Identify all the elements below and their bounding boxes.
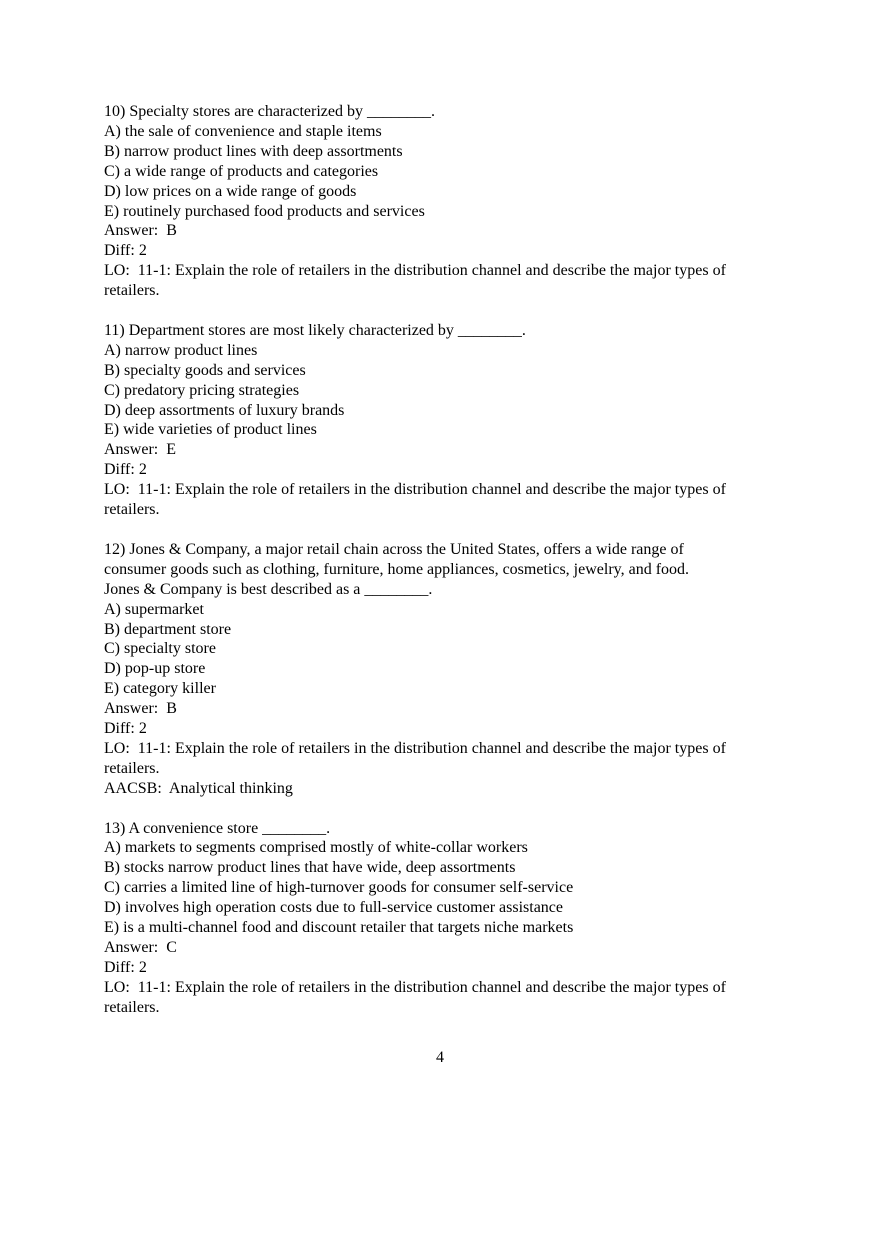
difficulty: Diff: 2 [104, 720, 147, 738]
answer-option-b: B) narrow product lines with deep assortments [104, 142, 403, 160]
difficulty: Diff: 2 [104, 461, 147, 479]
answer-option-b: B) stocks narrow product lines that have wide, deep assortments [104, 859, 516, 877]
answer-key: Answer: B [104, 700, 177, 718]
learning-objective-cont: retailers. [104, 282, 160, 300]
question-stem: 10) Specialty stores are characterized by ________. [104, 103, 435, 120]
answer-option-a: A) narrow product lines [104, 341, 258, 359]
question-stem: 13) A convenience store ________. [104, 819, 331, 837]
question-stem-cont: Jones & Company is best described as a ________. [104, 580, 433, 598]
question-stem: 11) Department stores are most likely characterized by ________. [104, 321, 526, 339]
learning-objective: LO: 11-1: Explain the role of retailers in the distribution channel and describe the major types of [104, 481, 726, 499]
answer-option-d: D) involves high operation costs due to full-service customer assistance [104, 899, 563, 917]
difficulty: Diff: 2 [104, 242, 147, 260]
learning-objective-cont: retailers. [104, 998, 160, 1016]
answer-option-a: A) supermarket [104, 600, 204, 618]
answer-option-e: E) is a multi-channel food and discount retailer that targets niche markets [104, 919, 574, 937]
answer-option-b: B) specialty goods and services [104, 361, 306, 379]
aacsb-tag: AACSB: Analytical thinking [104, 779, 293, 797]
answer-option-a: A) the sale of convenience and staple items [104, 122, 382, 140]
question-10 [104, 102, 784, 301]
question-12 [104, 540, 784, 799]
answer-key: Answer: C [104, 939, 177, 957]
answer-option-c: C) predatory pricing strategies [104, 381, 300, 399]
answer-option-e: E) category killer [104, 680, 216, 698]
answer-option-c: C) specialty store [104, 640, 216, 658]
answer-key: Answer: E [104, 441, 176, 459]
question-list [104, 102, 784, 1018]
question-stem: 12) Jones & Company, a major retail chain across the United States, offers a wide range of [104, 540, 684, 558]
question-stem-cont: consumer goods such as clothing, furniture, home appliances, cosmetics, jewelry, and food. [104, 560, 690, 578]
question-13 [104, 819, 784, 1018]
difficulty: Diff: 2 [104, 958, 147, 976]
answer-option-c: C) carries a limited line of high-turnover goods for consumer self-service [104, 879, 574, 897]
answer-option-e: E) wide varieties of product lines [104, 421, 317, 439]
learning-objective: LO: 11-1: Explain the role of retailers in the distribution channel and describe the major types of [104, 978, 726, 996]
learning-objective: LO: 11-1: Explain the role of retailers in the distribution channel and describe the major types of [104, 262, 726, 280]
answer-option-e: E) routinely purchased food products and services [104, 202, 425, 220]
answer-option-d: D) pop-up store [104, 660, 206, 678]
answer-option-d: D) deep assortments of luxury brands [104, 401, 345, 419]
answer-option-a: A) markets to segments comprised mostly of white-collar workers [104, 839, 528, 857]
learning-objective-cont: retailers. [104, 759, 160, 777]
question-11 [104, 321, 784, 520]
answer-option-b: B) department store [104, 620, 232, 638]
answer-option-d: D) low prices on a wide range of goods [104, 182, 357, 200]
answer-key: Answer: B [104, 222, 177, 240]
answer-option-c: C) a wide range of products and categories [104, 162, 379, 180]
learning-objective-cont: retailers. [104, 501, 160, 519]
page-number: 4 [436, 1049, 444, 1066]
learning-objective: LO: 11-1: Explain the role of retailers in the distribution channel and describe the major types of [104, 739, 726, 757]
